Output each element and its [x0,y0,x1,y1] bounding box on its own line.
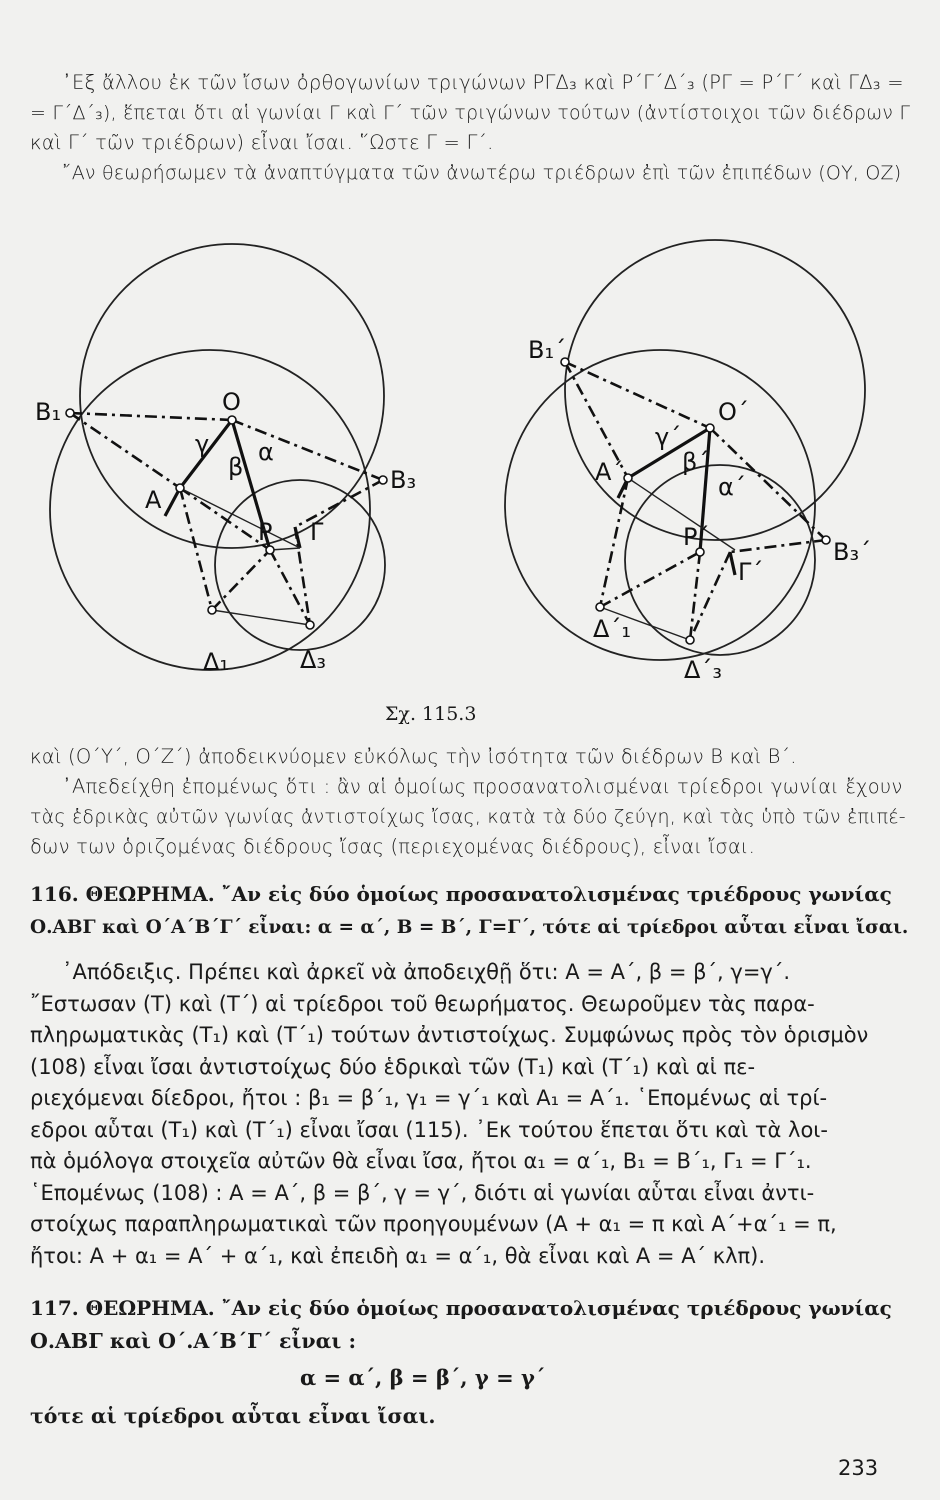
theorem-116 [30,878,909,944]
proof-line: ῾Επομένως (108) : Α = Α΄, β = β΄, γ = γ΄, διότι αἱ γωνίαι αὗται εἶναι ἀντι- [30,1180,815,1205]
text-line: τὰς ἑδρικὰς αὐτῶν γωνίας ἀντιστοίχως ἴσας, κατὰ τὰ δύο ζεύγη, καὶ τὰς ὑπὸ τῶν ἐπιπέ- [30,806,906,828]
label-P-prime: P΄ [683,523,710,551]
left-circle-lower [50,350,370,670]
theorem-117 [30,1292,890,1358]
label-Gamma-prime: Γ΄ [738,558,764,586]
figure-115-3 [0,230,940,700]
label-B3: B₃ [390,466,417,494]
label-D1: Δ₁ [203,648,230,676]
label-Gamma: Γ [310,518,324,546]
proof-line: ῎Εστωσαν (Τ) καὶ (Τ΄) αἱ τρίεδροι τοῦ θεωρήματος. Θεωροῦμεν τὰς παρα- [30,991,815,1016]
text-line: ῎Αν θεωρήσωμεν τὰ ἀναπτύγματα τῶν ἀνωτέρω τριέδρων ἐπὶ τῶν ἐπιπέδων (ΟΥ, ΟΖ) [62,162,902,184]
page-number: 233 [838,1456,879,1480]
label-alpha-prime: α΄ [718,473,746,501]
text-line: ᾿Απεδείχθη ἐπομένως ὅτι : ἂν αἱ ὁμοίως προσανατολισμέναι τρίεδροι γωνίαι ἔχουν [62,775,903,798]
label-gamma-prime: γ΄ [655,423,682,451]
text-line: καὶ (Ο΄Υ΄, Ο΄Ζ΄) ἀποδεικνύομεν εὐκόλως τὴν ἰσότητα τῶν διέδρων Β καὶ Β΄. [30,745,797,768]
right-circle-lower [505,350,815,660]
proof-line: (108) εἶναι ἴσαι ἀντιστοίχως δύο ἑδρικαὶ τῶν (Τ₁) καὶ (Τ΄₁) καὶ αἱ πε- [30,1054,756,1079]
theorem-117-conclusion [30,1400,890,1433]
label-A-prime: A΄ [595,458,624,486]
figure-caption: Σχ. 115.3 [385,703,477,725]
text-line: δων των ὁριζομένας διέδρους ἴσας (περιεχομένας διέδρους), εἶναι ἴσαι. [30,835,756,858]
label-alpha: α [258,438,274,466]
theorem-line: Ο.ΑΒΓ καὶ Ο΄Α΄Β΄Γ΄ εἶναι: α = α΄, Β = Β΄, Γ=Γ΄, τότε αἱ τρίεδροι αὗται εἶναι ἴσαι. [30,917,909,938]
theorem-line: 117. ΘΕΩΡΗΜΑ. ῎Αν εἰς δύο ὁμοίως προσανατολισμένας τριέδρους γωνίας [30,1296,892,1320]
label-D3: Δ₃ [300,646,327,674]
text-line: = Γ΄Δ΄₃), ἕπεται ὅτι αἱ γωνίαι Γ καὶ Γ΄ τῶν τριγώνων τούτων (ἀντίστοιχοι τῶν διέδρων Γ [30,102,911,124]
proof-line: πληρωματικὰς (Τ₁) καὶ (Τ΄₁) τούτων ἀντιστοίχως. Συμφώνως πρὸς τὸν ὁρισμὸν [30,1023,869,1047]
theorem-line: 116. ΘΕΩΡΗΜΑ. ῎Αν εἰς δύο ὁμοίως προσανατολισμένας τριέδρους γωνίας [30,882,892,906]
proof-line: ἤτοι: Α + α₁ = Α΄ + α΄₁, καὶ ἐπειδὴ α₁ = α΄₁, θὰ εἶναι καὶ Α = Α΄ κλπ). [30,1243,766,1268]
proof-line: στοίχως παραπληρωματικαὶ τῶν προηγουμένων (Α + α₁ = π καὶ Α΄+α΄₁ = π, [30,1212,837,1236]
proof-line: εδροι αὗται (Τ₁) καὶ (Τ΄₁) εἶναι ἴσαι (115). ᾿Εκ τούτου ἕπεται ὅτι καὶ τὰ λοι- [30,1117,828,1142]
theorem-line: τότε αἱ τρίεδροι αὗται εἶναι ἴσαι. [30,1404,436,1428]
theorem-117-formula: α = α΄, β = β΄, γ = γ΄ [300,1365,546,1390]
label-O-prime: O΄ [718,398,749,426]
proof-line: ριεχόμεναι δίεδροι, ἤτοι : β₁ = β΄₁, γ₁ = γ΄₁ καὶ Α₁ = Α΄₁. ῾Επομένως αἱ τρί- [30,1086,828,1110]
text-line: καὶ Γ΄ τῶν τριέδρων) εἶναι ἴσαι. ῞Ωστε Γ = Γ΄. [30,131,494,154]
after-figure-paragraph [30,742,906,862]
label-O: O [222,388,241,416]
proof-line: ᾿Απόδειξις. Πρέπει καὶ ἀρκεῖ νὰ ἀποδειχθῇ ὅτι: Α = Α΄, β = β΄, γ=γ΄. [62,960,791,984]
label-B1-prime: B₁΄ [528,336,567,364]
label-B3-prime: B₃΄ [833,538,872,566]
right-circle-large [565,240,865,540]
text-line: ᾿Εξ ἄλλου ἐκ τῶν ἴσων ὀρθογωνίων τριγώνων ΡΓΔ₃ καὶ Ρ΄Γ΄Δ΄₃ (ΡΓ = Ρ΄Γ΄ καὶ ΓΔ₃ = [62,71,904,94]
label-gamma: γ [195,430,210,458]
label-beta: β [228,453,244,481]
label-D1-prime: Δ΄₁ [593,615,632,643]
theorem-line: Ο.ΑΒΓ καὶ Ο΄.Α΄Β΄Γ΄ εἶναι : [30,1329,357,1353]
label-D3-prime: Δ΄₃ [684,656,723,684]
label-B1: B₁ [35,398,62,426]
proof-line: πὰ ὁμόλογα στοιχεῖα αὐτῶν θὰ εἶναι ἴσα, ἤτοι α₁ = α΄₁, Β₁ = Β΄₁, Γ₁ = Γ΄₁. [30,1149,812,1173]
proof-116 [30,957,890,1272]
label-P: P [258,518,273,546]
intro-paragraph [30,68,911,188]
label-beta-prime: β΄ [682,448,710,476]
label-A: A [145,486,162,514]
